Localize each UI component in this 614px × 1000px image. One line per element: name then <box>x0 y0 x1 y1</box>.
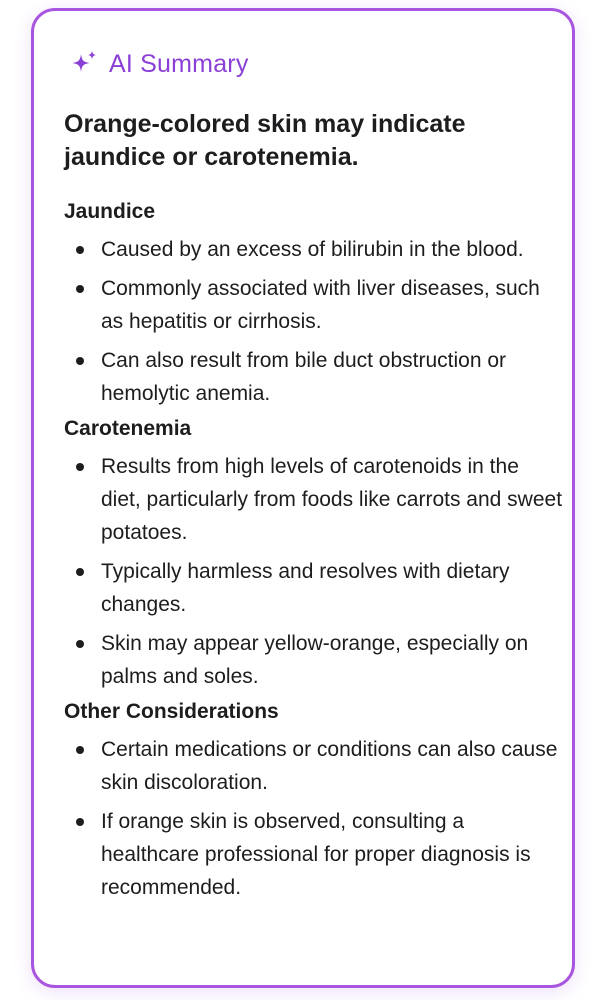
list-item: Typically harmless and resolves with dietary changes. <box>64 555 564 621</box>
section-carotenemia <box>64 414 564 693</box>
section-jaundice <box>64 197 564 410</box>
list-item: Results from high levels of carotenoids in the diet, particularly from foods like carrots and sweet potatoes. <box>64 450 564 549</box>
card-header <box>69 49 249 79</box>
section-other-considerations <box>64 697 564 904</box>
list-item: Caused by an excess of bilirubin in the blood. <box>64 233 564 266</box>
section-title: Other Considerations <box>64 700 279 723</box>
bullet-list <box>64 233 564 410</box>
section-title: Carotenemia <box>64 417 192 440</box>
summary-headline: Orange-colored skin may indicate jaundice or carotenemia. <box>64 110 466 171</box>
header-title: AI Summary <box>109 49 249 78</box>
bullet-list <box>64 733 564 904</box>
summary-content <box>64 197 564 908</box>
list-item: If orange skin is observed, consulting a healthcare professional for proper diagnosis is recommended. <box>64 805 564 904</box>
bullet-list <box>64 450 564 693</box>
ai-summary-card <box>31 8 575 988</box>
list-item: Can also result from bile duct obstruction or hemolytic anemia. <box>64 344 564 410</box>
sparkle-icon <box>69 49 99 79</box>
list-item: Certain medications or conditions can also cause skin discoloration. <box>64 733 564 799</box>
section-title: Jaundice <box>64 200 156 223</box>
list-item: Skin may appear yellow-orange, especially on palms and soles. <box>64 627 564 693</box>
list-item: Commonly associated with liver diseases, such as hepatitis or cirrhosis. <box>64 272 564 338</box>
